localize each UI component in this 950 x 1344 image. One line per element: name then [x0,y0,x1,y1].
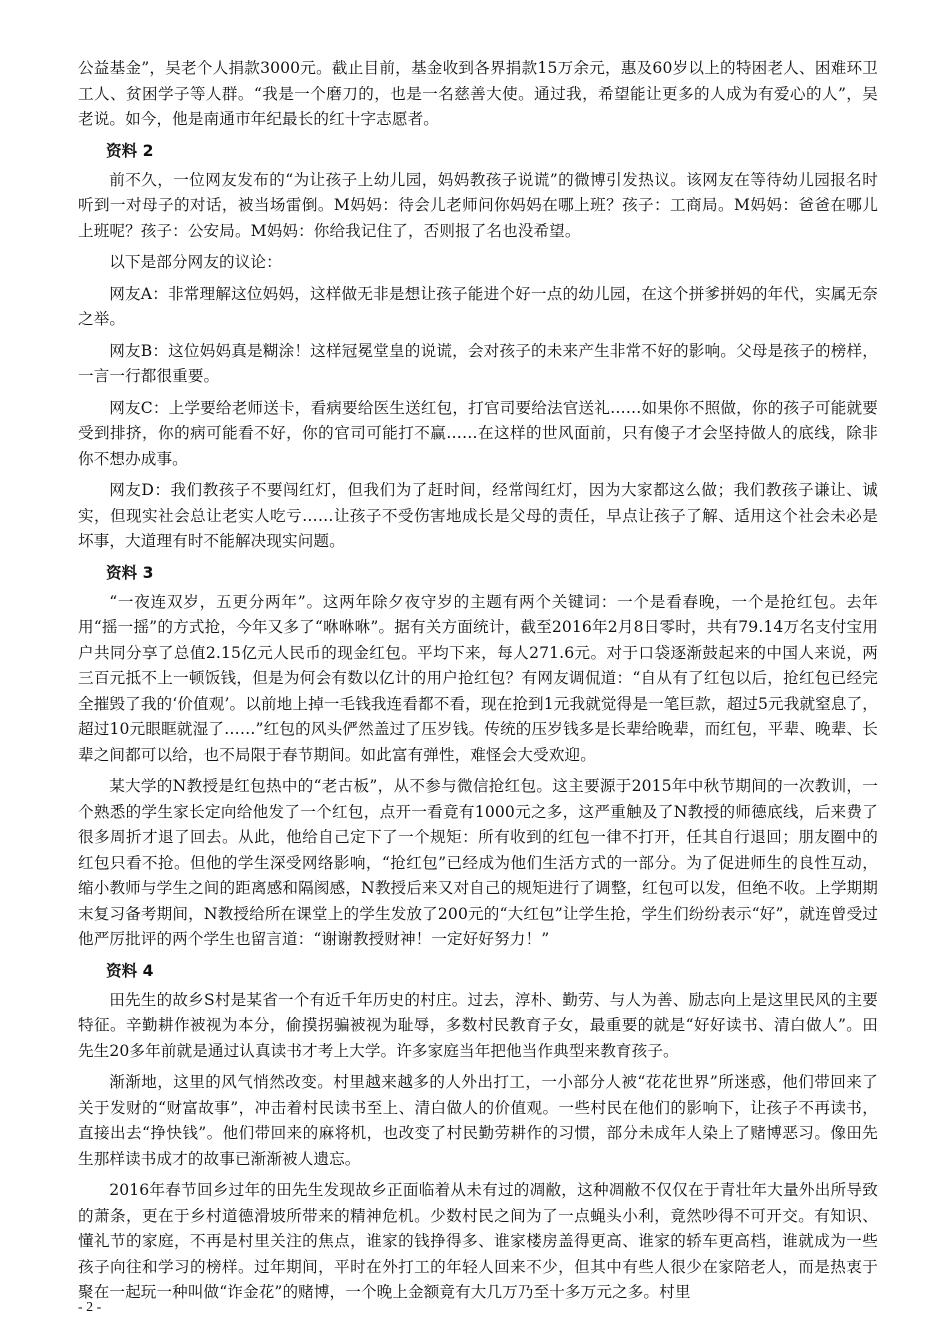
section-3-paragraph: “一夜连双岁，五更分两年”。这两年除夕夜守岁的主题有两个关键词：一个是看春晚，一个是抢红包。去年用“摇一摇”的方式抢，今年又多了“咻咻咻”。据有关方面统计，截至2016年2月8日零时，共有79.14万名支付宝用户共同分享了总值2.15亿元人民币的现金红包。平均下来，每人271.6元。对于口袋逐渐鼓起来的中国人来说，两三百元抵不上一顿饭钱，但是为何会有数以亿计的用户抢红包？有网友调侃道：“自从有了红包以后，抢红包已经完全摧毁了我的‘价值观’。以前地上掉一毛钱我连看都不看，现在抢到1元我就觉得是一笔巨款，超过5元我就窒息了，超过10元眼眶就湿了……”红包的风头俨然盖过了压岁钱。传统的压岁钱多是长辈给晚辈，而红包，平辈、晚辈、长辈之间都可以给，也不局限于春节期间。如此富有弹性，难怪会大受欢迎。 [78,592,878,764]
netizen-c-comment: 网友C：上学要给老师送卡，看病要给医生送红包，打官司要给法官送礼……如果你不照做，你的孩子可能就要受到排挤，你的病可能看不好，你的官司可能打不赢……在这样的世风面前，只有傻子才会坚持做人的底线，除非你不想办成事。 [78,398,878,468]
section-3-paragraph: 某大学的N教授是红包热中的“老古板”，从不参与微信抢红包。这主要源于2015年中秋节期间的一次教训，一个熟悉的学生家长定向给他发了一个红包，点开一看竟有1000元之多，这严重触及了N教授的师德底线，后来费了很多周折才退了回去。从此，他给自己定下了一个规矩：所有收到的红包一律不打开，任其自行退回；朋友圈中的红包只看不抢。但他的学生深受网络影响，“抢红包”已经成为他们生活方式的一部分。为了促进师生的良性互动，缩小教师与学生之间的距离感和隔阂感，N教授后来又对自己的规矩进行了调整，红包可以发，但绝不收。上学期期末复习备考期间，N教授给所在课堂上的学生发放了200元的“大红包”让学生抢，学生们纷纷表示“好”，就连曾受过他严厉批评的两个学生也留言道：“谢谢教授财神！一定好好努力！” [78,777,878,948]
page-number: - 2 - [78,1300,102,1315]
section-2-heading: 资料 2 [106,141,154,160]
netizen-b-comment: 网友B：这位妈妈真是糊涂！这样冠冕堂皇的说谎，会对孩子的未来产生非常不好的影响。父母是孩子的榜样，一言一行都很重要。 [78,341,878,385]
document-body [78,56,878,1312]
section-2-paragraph: 前不久，一位网友发布的“为让孩子上幼儿园，妈妈教孩子说谎”的微博引发热议。该网友在等待幼儿园报名时听到一对母子的对话，被当场雷倒。M妈妈：待会儿老师问你妈妈在哪上班？孩子：工商局。M妈妈：爸爸在哪儿上班呢？孩子：公安局。M妈妈：你给我记住了，否则报了名也没希望。 [78,170,878,240]
netizen-a-comment: 网友A：非常理解这位妈妈，这样做无非是想让孩子能进个好一点的幼儿园，在这个拼爹拼妈的年代，实属无奈之举。 [78,284,878,328]
section-4-paragraph: 2016年春节回乡过年的田先生发现故乡正面临着从未有过的凋敝，这种凋敝不仅仅在于青壮年大量外出所导致的萧条，更在于乡村道德滑坡所带来的精神危机。少数村民之间为了一点蝇头小利，竟然吵得不可开交。有知识、懂礼节的家庭，不再是村里关注的焦点，谁家的钱挣得多、谁家楼房盖得更高、谁家的轿车更高档，谁就成为一些孩子向往和学习的榜样。过年期间，平时在外打工的年轻人回来不少，但其中有些人很少在家陪老人，而是热衷于聚在一起玩一种叫做“诈金花”的赌博，一个晚上金额竟有大几万乃至十多万元之多。村里 [78,1181,878,1301]
section-4-paragraph: 田先生的故乡S村是某省一个有近千年历史的村庄。过去，淳朴、勤劳、与人为善、励志向上是这里民风的主要特征。辛勤耕作被视为本分，偷摸拐骗被视为耻辱，多数村民教育子女，最重要的就是“好好读书、清白做人”。田先生20多年前就是通过认真读书才考上大学。许多家庭当年把他当作典型来教育孩子。 [78,990,878,1060]
section-4-paragraph: 渐渐地，这里的风气悄然改变。村里越来越多的人外出打工，一小部分人被“花花世界”所迷惑，他们带回来了关于发财的“财富故事”，冲击着村民读书至上、清白做人的价值观。一些村民在他们的影响下，让孩子不再读书，直接出去“挣快钱”。他们带回来的麻将机，也改变了村民勤劳耕作的习惯，部分未成年人染上了赌博恶习。像田先生那样读书成才的故事已渐渐被人遗忘。 [78,1073,878,1168]
section-2-paragraph: 以下是部分网友的议论： [109,253,282,271]
section-3-heading: 资料 3 [106,563,154,582]
netizen-d-comment: 网友D：我们教孩子不要闯红灯，但我们为了赶时间，经常闯红灯，因为大家都这么做；我们教孩子谦让、诚实，但现实社会总让老实人吃亏……让孩子不受伤害地成长是父母的责任，早点让孩子了解、适用这个社会未必是坏事，大道理有时不能解决现实问题。 [78,481,878,550]
section-4-heading: 资料 4 [106,961,154,980]
intro-paragraph: 公益基金”，吴老个人捐款3000元。截止目前，基金收到各界捐款15万余元，惠及60岁以上的特困老人、困难环卫工人、贫困学子等人群。“我是一个磨刀的，也是一名慈善大使。通过我，希望能让更多的人成为有爱心的人”，吴老说。如今，他是南通市年纪最长的红十字志愿者。 [78,59,878,128]
